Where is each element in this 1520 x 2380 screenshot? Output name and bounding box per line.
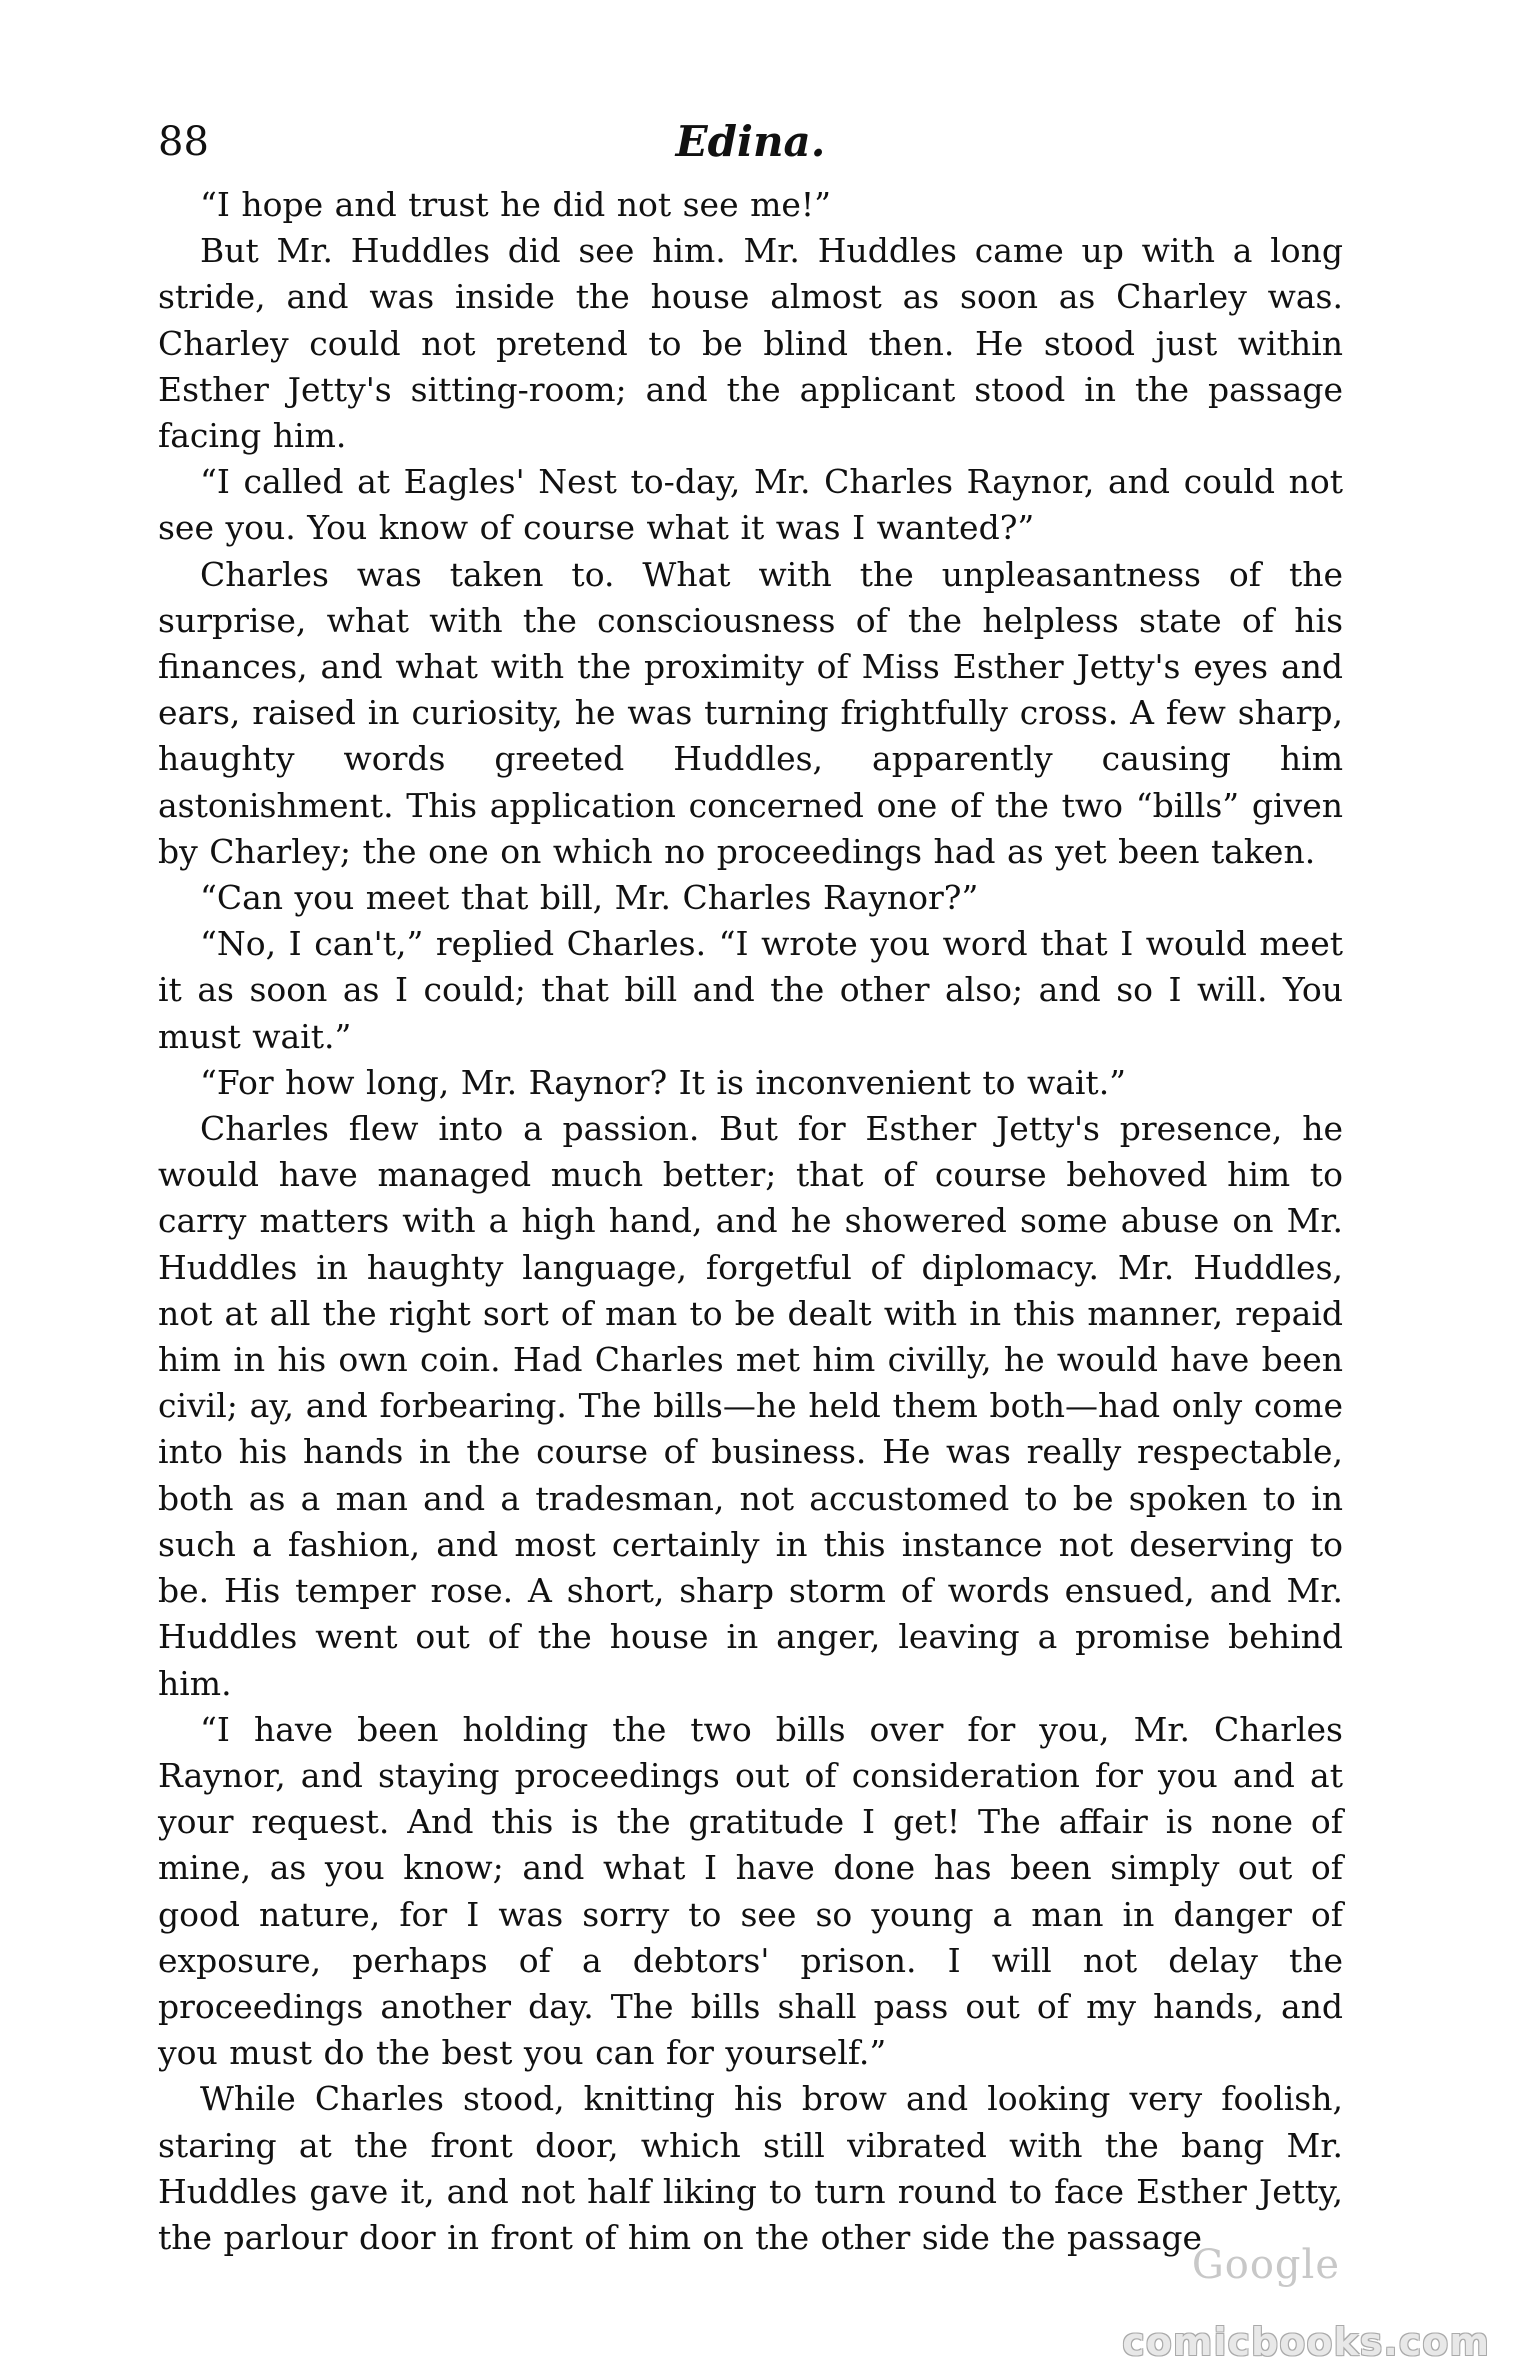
paragraph: While Charles stood, knitting his brow and looking very foolish, staring at the front door, which still vibrated with the bang Mr. Huddles gave it, and not half liking to turn round to face Esther Jetty, the parlour door in front of him on the other side the passage [158,2079,1343,2257]
page-number: 88 [158,119,209,165]
paragraph: But Mr. Huddles did see him. Mr. Huddles came up with a long stride, and was inside the house almost as soon as Charley was. Charley could not pretend to be blind then. He stood just within Esther Jetty's sitting-room; and the applicant stood in the passage facing him. [158,231,1343,456]
paragraph: “I hope and trust he did not see me!” [200,185,832,224]
paragraph: “No, I can't,” replied Charles. “I wrote you word that I would meet it as soon as I could; that bill and the other also; and so I will. You must wait.” [158,924,1343,1056]
paragraph: “For how long, Mr. Raynor? It is inconvenient to wait.” [200,1062,1127,1102]
paragraph: “I called at Eagles' Nest to-day, Mr. Charles Raynor, and could not see you. You know of course what it was I wanted?” [158,462,1343,548]
running-title: Edina. [675,117,826,166]
google-watermark: Google [1191,2242,1340,2288]
paragraph: “Can you meet that bill, Mr. Charles Raynor?” [200,878,979,918]
body-text [158,182,1343,2261]
site-watermark: comicbooks.com [1122,2320,1490,2364]
paragraph: Charles flew into a passion. But for Esther Jetty's presence, he would have managed much better; that of course behoved him to carry matters with a high hand, and he showered some abuse on Mr. Huddles in haughty language, forgetful of diplomacy. Mr. Huddles, not at all the right sort of man to be dealt with in this manner, repaid him in his own coin. Had Charles met him civilly, he would have been civil; ay, and forbearing. The bills—he held them both—had only come into his hands in the course of business. He was really respectable, both as a man and a tradesman, not accustomed to be spoken to in such a fashion, and most certainly in this instance not deserving to be. His temper rose. A short, sharp storm of words ensued, and Mr. Huddles went out of the house in anger, leaving a promise behind him. [158,1109,1343,1703]
paragraph: Charles was taken to. What with the unpleasantness of the surprise, what with the consciousness of the helpless state of his finances, and what with the proximity of Miss Esther Jetty's eyes and ears, raised in curiosity, he was turning frightfully cross. A few sharp, haughty words greeted Huddles, apparently causing him astonishment. This application concerned one of the two “bills” given by Charley; the one on which no proceedings had as yet been taken. [158,554,1343,871]
paragraph: “I have been holding the two bills over for you, Mr. Charles Raynor, and staying proceedings out of consideration for you and at your request. And this is the gratitude I get! The affair is none of mine, as you know; and what I have done has been simply out of good nature, for I was sorry to see so young a man in danger of exposure, perhaps of a debtors' prison. I will not delay the proceedings another day. The bills shall pass out of my hands, and you must do the best you can for yourself.” [158,1709,1343,2073]
page-header [158,112,1343,172]
